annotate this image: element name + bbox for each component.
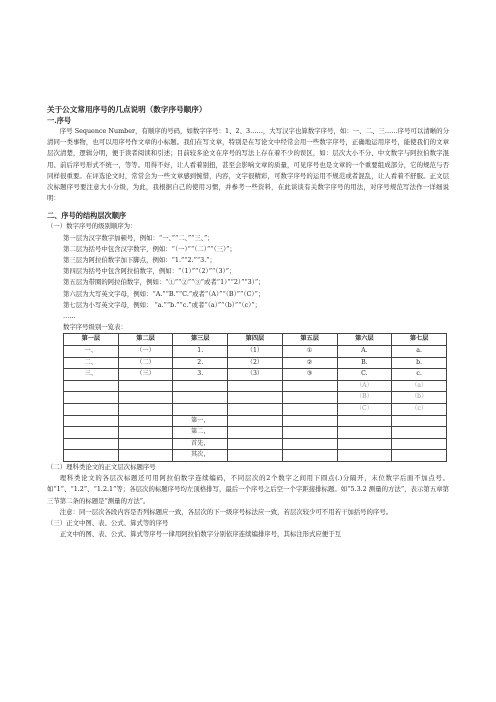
subsection-2-note: 注意：同一层次各段内容是否列标题应一致，各层次的下一级序号标法应一致，若层次较少可不用若干加括号的序号。 (59, 507, 393, 516)
table-cell: 3. (173, 369, 228, 381)
table-cell: a. (392, 346, 447, 358)
table-cell: 1. (173, 346, 228, 358)
table-cell (392, 415, 447, 427)
table-cell (118, 450, 173, 462)
table-cell (337, 438, 392, 450)
table-row (64, 346, 447, 358)
table-cell (118, 380, 173, 392)
subsection-2-heading: （二）理科类论文的正文层次标题序号 (47, 462, 156, 471)
table-cell (392, 450, 447, 462)
table-cell (228, 450, 283, 462)
table-row (64, 357, 447, 369)
subsection-1-heading: （一）数字序号的级别顺序为： (47, 222, 137, 231)
table-cell: （A） (337, 380, 392, 392)
table-cell (282, 450, 337, 462)
table-row (64, 369, 447, 381)
table-row (64, 415, 447, 427)
table-cell (392, 438, 447, 450)
table-cell (282, 380, 337, 392)
table-row (64, 427, 447, 439)
table-cell (64, 438, 119, 450)
level-item: 第六层为大写英文字母，例如：“A.”“B.”“C.”或者“（A）”“（B）”“（C）”； (63, 289, 265, 298)
table-cell: （c） (392, 404, 447, 416)
table-row (64, 438, 447, 450)
table-cell: （三） (118, 369, 173, 381)
table-cell (228, 427, 283, 439)
table-header: 第七层 (392, 334, 447, 346)
table-cell (337, 415, 392, 427)
table-cell: 首先， (173, 438, 228, 450)
level-item: 第四层为括号中包含阿拉伯数字，例如：“（1）”“（2）”“（3）”； (63, 267, 236, 276)
table-cell (118, 392, 173, 404)
table-cell: 二、 (64, 357, 119, 369)
table-cell: C. (337, 369, 392, 381)
table-cell (64, 380, 119, 392)
table-cell (282, 392, 337, 404)
table-cell (118, 415, 173, 427)
table-cell: （2） (228, 357, 283, 369)
table-cell: 其次， (173, 450, 228, 462)
table-cell: A. (337, 346, 392, 358)
document-body (47, 104, 449, 540)
table-header: 第五层 (282, 334, 337, 346)
table-cell (173, 392, 228, 404)
table-cell (64, 415, 119, 427)
table-row (64, 404, 447, 416)
table-cell: （一） (118, 346, 173, 358)
table-cell: （C） (337, 404, 392, 416)
table-caption: 数字序号级别一览表： (63, 323, 127, 332)
table-cell (228, 415, 283, 427)
table-row (64, 450, 447, 462)
table-cell: ① (282, 346, 337, 358)
table-cell (282, 415, 337, 427)
table-cell: （3） (228, 369, 283, 381)
table-cell: 2. (173, 357, 228, 369)
table-cell (173, 380, 228, 392)
table-header: 第四层 (228, 334, 283, 346)
table-cell: c. (392, 369, 447, 381)
level-item: 第五层为带圈的阿拉伯数字，例如：“①”“②”“③”或者“1）”“2）”“3）”； (63, 278, 265, 287)
table-cell (228, 380, 283, 392)
table-cell: b. (392, 357, 447, 369)
table-header: 第二层 (118, 334, 173, 346)
table-cell (228, 438, 283, 450)
table-row (64, 380, 447, 392)
table-cell (228, 392, 283, 404)
document-title: 关于公文常用序号的几点说明（数字序号顺序） (47, 105, 207, 114)
table-cell: （a） (392, 380, 447, 392)
level-item: 第二层为括号中包含汉字数字，例如：“（一）”“（二）”“（三）”； (63, 244, 236, 253)
table-cell (64, 392, 119, 404)
table-cell: （B） (337, 392, 392, 404)
table-cell: （b） (392, 392, 447, 404)
table-cell (337, 427, 392, 439)
subsection-3-paragraph: 正文中的图、表、公式、算式等序号一律用阿拉伯数字分别依序连续编排序号，其标注形式应便于互 (59, 530, 341, 539)
table-cell (282, 427, 337, 439)
table-cell (337, 450, 392, 462)
level-item: 第七层为小写英文字母，例如： “a.”“b.”“c.”或者“（a）”“（b）”“（c）”； (63, 300, 262, 309)
table-cell (282, 404, 337, 416)
ellipsis-line: …… (63, 312, 76, 321)
table-cell (173, 404, 228, 416)
table-cell (64, 450, 119, 462)
level-item: 第三层为阿拉伯数字加下脚点，例如：“1.”“2.”“3.”； (63, 256, 216, 265)
table-header-row (64, 334, 447, 346)
table-cell: 三、 (64, 369, 119, 381)
table-cell (64, 427, 119, 439)
section-1-paragraph: 序号 Sequence Number，有顺序的号码，如数字序号：1、2、3……，大写汉字也算数字序号，如：一、二、三……序号可以清晰的分清同一类事物，也可以用序号作文章的小标题。我们在写文章，特别是在写论文中经常会用一些数字序号，正确地运用序号，能使我们的文章层次清楚，逻辑分明，便于读者阅读和引述；目前较多论文在序号的写法上存在着不少的误区，如：层次大小不分、中文数字与阿拉伯数字混用、前后序号形式不统一，等等。用得不好，让人看着别扭，甚至会影响文章的质量，可见序号也是文章的一个重要组成部分，它的规范与否同样很重要。在评选论文时，常常会为一些文章感到惋惜，内容，文字很精彩，可数字序号的运用不规范或者混乱，让人看着不舒服。正文层次标题序号要注意大小分级，为此，我根据自己的使用习惯，并参考一些资料，在此谈谈有关数字序号的用法，对序号规范写法作一详细说明： (47, 127, 449, 203)
table-cell: 一、 (64, 346, 119, 358)
table-cell: 第二， (173, 427, 228, 439)
table-cell: （二） (118, 357, 173, 369)
table-cell: ③ (282, 369, 337, 381)
section-2-heading: 二、序号的结构层次顺序 (47, 211, 127, 221)
subsection-3-heading: （三）正文中图、表、公式、算式等的序号 (47, 519, 169, 527)
table-cell: （1） (228, 346, 283, 358)
table-cell (118, 438, 173, 450)
table-cell (118, 427, 173, 439)
level-table (63, 333, 447, 462)
table-cell: B. (337, 357, 392, 369)
table-row (64, 392, 447, 404)
table-header: 第一层 (64, 334, 119, 346)
level-item: 第一层为汉字数字加顿号，例如：“一、”“二、”“三、”； (63, 233, 214, 242)
table-header: 第三层 (173, 334, 228, 346)
table-cell (392, 427, 447, 439)
table-cell: 第一， (173, 415, 228, 427)
table-cell (64, 404, 119, 416)
table-cell (228, 404, 283, 416)
table-cell (118, 404, 173, 416)
table-cell: ② (282, 357, 337, 369)
table-cell (282, 438, 337, 450)
subsection-2-paragraph: 理科类论文的各层次标题还可用阿拉伯数字连续编码，不同层次的2个数字之间用下圆点(.)分隔开，末位数字后面不加点号。如“1”、“1.2”、“1.2.1”等；各层次的标题序号均左顶格排写，最后一个序号之后空一个字距接排标题。如“5.3.2 测量的方法”，表示第五章第三节第二条的标题是“测量的方法”。 (47, 474, 449, 505)
section-1-heading: 一.序号 (47, 116, 72, 125)
table-header: 第六层 (337, 334, 392, 346)
